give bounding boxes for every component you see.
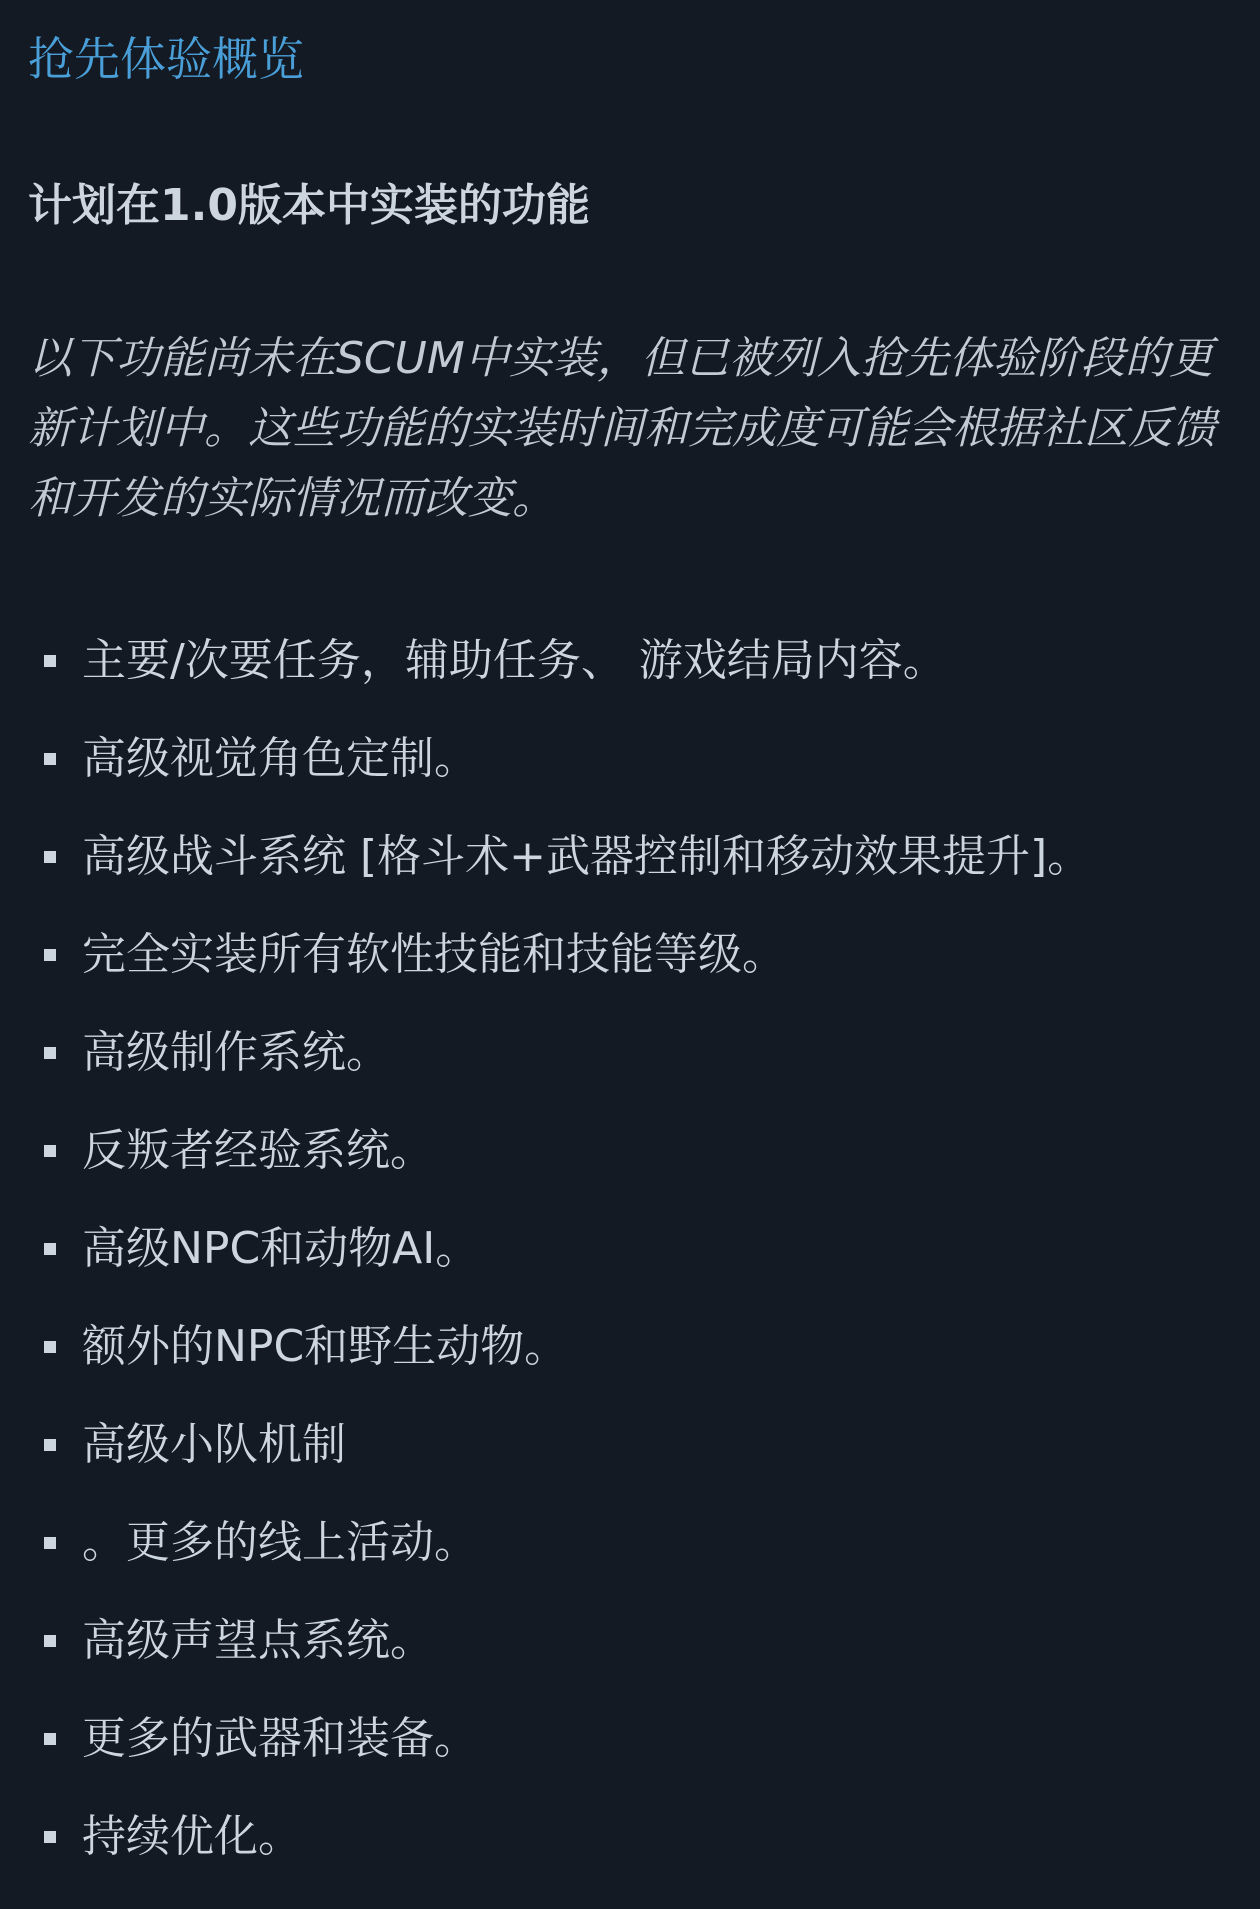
feature-text: 主要/次要任务，辅助任务、 游戏结局内容。 (82, 635, 947, 686)
feature-text: 完全实装所有软性技能和技能等级。 (82, 929, 786, 980)
feature-text: 更多的武器和装备。 (82, 1713, 478, 1764)
feature-text: 。更多的线上活动。 (82, 1517, 478, 1568)
square-bullet-icon (44, 655, 56, 667)
intro-paragraph: 以下功能尚未在SCUM中实装，但已被列入抢先体验阶段的更新计划中。这些功能的实装时间和完成度可能会根据社区反馈和开发的实际情况而改变。 (28, 333, 1216, 524)
feature-text: 高级声望点系统。 (82, 1615, 434, 1666)
feature-text: 持续优化。 (82, 1811, 302, 1862)
feature-text: 高级制作系统。 (82, 1027, 390, 1078)
square-bullet-icon (44, 949, 56, 961)
list-item (28, 1788, 1232, 1886)
feature-text: 反叛者经验系统。 (82, 1125, 434, 1176)
square-bullet-icon (44, 753, 56, 765)
square-bullet-icon (44, 1243, 56, 1255)
square-bullet-icon (44, 1145, 56, 1157)
list-item (28, 1004, 1232, 1102)
list-item (28, 1200, 1232, 1298)
square-bullet-icon (44, 1831, 56, 1843)
list-item (28, 1396, 1232, 1494)
feature-text: 高级战斗系统 [格斗术+武器控制和移动效果提升]。 (82, 831, 1092, 882)
list-item (28, 612, 1232, 710)
feature-text: 额外的NPC和野生动物。 (82, 1321, 569, 1372)
list-item (28, 1102, 1232, 1200)
list-item (28, 710, 1232, 808)
section-title: 抢先体验概览 (28, 32, 304, 86)
list-item (28, 1298, 1232, 1396)
planned-features-heading: 计划在1.0版本中实装的功能 (28, 180, 590, 231)
square-bullet-icon (44, 1341, 56, 1353)
square-bullet-icon (44, 851, 56, 863)
feature-list (28, 612, 1232, 1886)
square-bullet-icon (44, 1537, 56, 1549)
list-item (28, 1494, 1232, 1592)
feature-text: 高级小队机制 (82, 1419, 346, 1470)
list-item (28, 1690, 1232, 1788)
feature-text: 高级视觉角色定制。 (82, 733, 478, 784)
list-item (28, 1592, 1232, 1690)
square-bullet-icon (44, 1047, 56, 1059)
list-item (28, 808, 1232, 906)
list-item (28, 906, 1232, 1004)
square-bullet-icon (44, 1439, 56, 1451)
feature-text: 高级NPC和动物AI。 (82, 1223, 480, 1274)
square-bullet-icon (44, 1635, 56, 1647)
square-bullet-icon (44, 1733, 56, 1745)
